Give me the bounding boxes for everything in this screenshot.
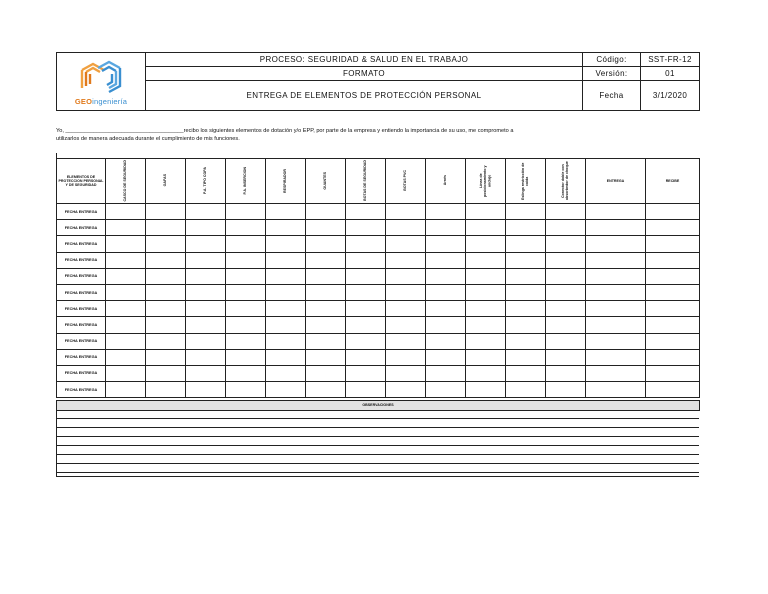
row-label-fecha-entrega: FECHA ENTREGA (57, 365, 106, 381)
observation-line (56, 418, 699, 419)
column-header (506, 159, 546, 204)
entry-cell[interactable] (506, 284, 546, 300)
entry-cell[interactable] (106, 317, 146, 333)
entry-cell[interactable] (506, 317, 546, 333)
observations-area[interactable] (56, 410, 699, 477)
entry-cell[interactable] (646, 365, 700, 381)
table-row (57, 349, 700, 365)
column-header-label: Conector doble con absorbedor de choque (561, 161, 570, 200)
row-label-fecha-entrega: FECHA ENTREGA (57, 349, 106, 365)
entry-cell[interactable] (466, 284, 506, 300)
row-label-fecha-entrega: FECHA ENTREGA (57, 284, 106, 300)
entry-cell[interactable] (546, 349, 586, 365)
entry-cell[interactable] (306, 349, 346, 365)
entry-cell[interactable] (226, 365, 266, 381)
entry-cell[interactable] (306, 204, 346, 220)
entry-cell[interactable] (646, 252, 700, 268)
entry-cell[interactable] (646, 317, 700, 333)
entry-cell[interactable] (466, 252, 506, 268)
column-header (546, 159, 586, 204)
entry-cell[interactable] (346, 268, 386, 284)
entry-cell[interactable] (146, 236, 186, 252)
entry-cell[interactable] (426, 349, 466, 365)
entry-cell[interactable] (146, 349, 186, 365)
entry-cell[interactable] (386, 204, 426, 220)
entry-cell[interactable] (106, 236, 146, 252)
entry-cell[interactable] (146, 382, 186, 398)
entry-cell[interactable] (426, 236, 466, 252)
column-header (586, 159, 646, 204)
entry-cell[interactable] (426, 284, 466, 300)
entry-cell[interactable] (546, 252, 586, 268)
declaration-line-1: Yo, ______________________________________recibo los siguientes elementos de dotación y/o EPP, por parte de la empresa y entiendo la importancia de su uso, me comprometo a (56, 128, 514, 134)
entry-cell[interactable] (466, 236, 506, 252)
entry-cell[interactable] (586, 382, 646, 398)
entry-cell[interactable] (466, 365, 506, 381)
column-header (386, 159, 426, 204)
version-value: 01 (641, 67, 700, 81)
table-row (57, 204, 700, 220)
observation-line (56, 427, 699, 428)
version-label: Versión: (583, 67, 641, 81)
table-body (57, 204, 700, 398)
entry-cell[interactable] (386, 365, 426, 381)
entry-cell[interactable] (586, 333, 646, 349)
column-header-label: P.A. INSERCION (243, 166, 248, 195)
entry-cell[interactable] (386, 349, 426, 365)
entry-cell[interactable] (186, 365, 226, 381)
code-label: Código: (583, 53, 641, 67)
row-label-fecha-entrega: FECHA ENTREGA (57, 382, 106, 398)
table-row (57, 333, 700, 349)
entry-cell[interactable] (346, 365, 386, 381)
entry-cell[interactable] (266, 268, 306, 284)
row-label-fecha-entrega: FECHA ENTREGA (57, 268, 106, 284)
entry-cell[interactable] (346, 382, 386, 398)
entry-cell[interactable] (266, 284, 306, 300)
table-row (57, 220, 700, 236)
entry-cell[interactable] (386, 317, 426, 333)
entry-cell[interactable] (386, 220, 426, 236)
entry-cell[interactable] (546, 365, 586, 381)
entry-cell[interactable] (646, 333, 700, 349)
entry-cell[interactable] (226, 236, 266, 252)
observation-line (56, 445, 699, 446)
entry-cell[interactable] (186, 349, 226, 365)
entry-cell[interactable] (506, 220, 546, 236)
entry-cell[interactable] (586, 204, 646, 220)
entry-cell[interactable] (146, 365, 186, 381)
entry-cell[interactable] (186, 301, 226, 317)
entry-cell[interactable] (186, 317, 226, 333)
entry-cell[interactable] (426, 204, 466, 220)
entry-cell[interactable] (646, 204, 700, 220)
row-label-fecha-entrega: FECHA ENTREGA (57, 317, 106, 333)
table-row (57, 236, 700, 252)
entry-cell[interactable] (426, 220, 466, 236)
entry-cell[interactable] (146, 301, 186, 317)
entry-cell[interactable] (306, 382, 346, 398)
entry-cell[interactable] (306, 365, 346, 381)
entry-cell[interactable] (306, 333, 346, 349)
entry-cell[interactable] (266, 333, 306, 349)
entry-cell[interactable] (506, 252, 546, 268)
entry-cell[interactable] (226, 301, 266, 317)
observation-line (56, 472, 699, 473)
entry-cell[interactable] (226, 268, 266, 284)
observation-line (56, 476, 699, 477)
date-label: Fecha (583, 81, 641, 111)
entry-cell[interactable] (506, 349, 546, 365)
entry-cell[interactable] (226, 349, 266, 365)
entry-cell[interactable] (146, 333, 186, 349)
entry-cell[interactable] (386, 333, 426, 349)
entry-cell[interactable] (306, 252, 346, 268)
entry-cell[interactable] (646, 220, 700, 236)
entry-cell[interactable] (346, 252, 386, 268)
entry-cell[interactable] (466, 204, 506, 220)
entry-cell[interactable] (186, 252, 226, 268)
table-row (57, 382, 700, 398)
column-header (186, 159, 226, 204)
entry-cell[interactable] (186, 268, 226, 284)
entry-cell[interactable] (506, 333, 546, 349)
entry-cell[interactable] (106, 252, 146, 268)
column-header-label: Línea de posicionamiento y anclaje (479, 164, 492, 197)
entry-cell[interactable] (646, 268, 700, 284)
column-header (266, 159, 306, 204)
observation-line (56, 463, 699, 464)
entry-cell[interactable] (546, 382, 586, 398)
column-header-label: RESPIRADOR (283, 168, 288, 193)
entry-cell[interactable] (346, 317, 386, 333)
logo-cube-icon (73, 58, 129, 96)
header-table (56, 52, 700, 111)
entry-cell[interactable] (646, 382, 700, 398)
column-header-label: P.A. TIPO COPA (203, 166, 208, 195)
row-label-fecha-entrega: FECHA ENTREGA (57, 252, 106, 268)
entry-cell[interactable] (106, 204, 146, 220)
entry-cell[interactable] (586, 220, 646, 236)
table-row (57, 317, 700, 333)
entry-cell[interactable] (426, 268, 466, 284)
entry-cell[interactable] (226, 333, 266, 349)
entry-cell[interactable] (386, 252, 426, 268)
row-label-fecha-entrega: FECHA ENTREGA (57, 333, 106, 349)
column-header (146, 159, 186, 204)
column-header-label: RECIBE (665, 179, 680, 183)
entry-cell[interactable] (586, 284, 646, 300)
declaration-line-2: utilizarlos de manera adecuada durante el cumplimiento de mis funciones. (56, 136, 240, 142)
entry-cell[interactable] (106, 268, 146, 284)
entry-cell[interactable] (346, 236, 386, 252)
entry-cell[interactable] (146, 317, 186, 333)
entry-cell[interactable] (466, 333, 506, 349)
observation-line (56, 436, 699, 437)
entry-cell[interactable] (266, 317, 306, 333)
entry-cell[interactable] (386, 236, 426, 252)
entry-cell[interactable] (306, 301, 346, 317)
entry-cell[interactable] (466, 317, 506, 333)
table-row (57, 252, 700, 268)
row-label-fecha-entrega: FECHA ENTREGA (57, 301, 106, 317)
logo-name-part2: ingeniería (92, 96, 128, 106)
entry-cell[interactable] (106, 220, 146, 236)
entry-cell[interactable] (346, 301, 386, 317)
entry-cell[interactable] (546, 301, 586, 317)
entry-cell[interactable] (586, 365, 646, 381)
entry-cell[interactable] (266, 365, 306, 381)
code-value: SST-FR-12 (641, 53, 700, 67)
entry-cell[interactable] (266, 236, 306, 252)
entry-cell[interactable] (646, 236, 700, 252)
row-label-fecha-entrega: FECHA ENTREGA (57, 204, 106, 220)
entry-cell[interactable] (146, 204, 186, 220)
entry-cell[interactable] (586, 268, 646, 284)
entry-cell[interactable] (466, 301, 506, 317)
entry-cell[interactable] (186, 220, 226, 236)
document-type: FORMATO (146, 67, 583, 81)
observations-header: OBSERVACIONES (56, 400, 700, 411)
entry-cell[interactable] (386, 301, 426, 317)
column-header (646, 159, 700, 204)
entry-cell[interactable] (466, 268, 506, 284)
entry-cell[interactable] (546, 236, 586, 252)
entry-cell[interactable] (226, 382, 266, 398)
entry-cell[interactable] (226, 204, 266, 220)
entry-cell[interactable] (426, 317, 466, 333)
entry-cell[interactable] (186, 284, 226, 300)
company-logo (57, 53, 146, 111)
column-header-label: BOTAS PVC (403, 170, 408, 191)
column-header (57, 159, 106, 204)
entry-cell[interactable] (346, 349, 386, 365)
entry-cell[interactable] (346, 284, 386, 300)
entry-cell[interactable] (106, 382, 146, 398)
column-header (466, 159, 506, 204)
entry-cell[interactable] (386, 268, 426, 284)
table-header-row (57, 159, 700, 204)
entry-cell[interactable] (506, 268, 546, 284)
entry-cell[interactable] (146, 220, 186, 236)
entry-cell[interactable] (226, 317, 266, 333)
entry-cell[interactable] (106, 333, 146, 349)
entry-cell[interactable] (226, 252, 266, 268)
entry-cell[interactable] (306, 220, 346, 236)
entry-cell[interactable] (186, 333, 226, 349)
date-value: 3/1/2020 (641, 81, 700, 111)
entry-cell[interactable] (106, 365, 146, 381)
observations-border (56, 410, 57, 477)
column-header (106, 159, 146, 204)
entry-cell[interactable] (586, 236, 646, 252)
entry-cell[interactable] (546, 268, 586, 284)
entry-cell[interactable] (106, 301, 146, 317)
entry-cell[interactable] (266, 204, 306, 220)
entry-cell[interactable] (146, 268, 186, 284)
entry-cell[interactable] (426, 301, 466, 317)
entry-cell[interactable] (266, 220, 306, 236)
entry-cell[interactable] (346, 333, 386, 349)
table-row (57, 365, 700, 381)
entry-cell[interactable] (506, 204, 546, 220)
column-header-label: BOTAS DE SEGURIDAD (363, 160, 368, 201)
entry-cell[interactable] (426, 252, 466, 268)
entry-cell[interactable] (386, 284, 426, 300)
entry-cell[interactable] (146, 284, 186, 300)
entry-cell[interactable] (586, 252, 646, 268)
entry-cell[interactable] (586, 349, 646, 365)
row-label-fecha-entrega: FECHA ENTREGA (57, 220, 106, 236)
table-row (57, 301, 700, 317)
entry-cell[interactable] (586, 301, 646, 317)
entry-cell[interactable] (306, 284, 346, 300)
entry-cell[interactable] (346, 220, 386, 236)
entry-cell[interactable] (226, 220, 266, 236)
entry-cell[interactable] (546, 317, 586, 333)
entry-cell[interactable] (266, 301, 306, 317)
entry-cell[interactable] (646, 349, 700, 365)
entry-cell[interactable] (466, 220, 506, 236)
table-row (57, 284, 700, 300)
entry-cell[interactable] (106, 284, 146, 300)
entry-cell[interactable] (506, 365, 546, 381)
entry-cell[interactable] (186, 382, 226, 398)
column-header (306, 159, 346, 204)
column-header-label: Eslinga restricción de caída (521, 161, 530, 200)
entry-cell[interactable] (546, 204, 586, 220)
column-header (226, 159, 266, 204)
entry-cell[interactable] (266, 252, 306, 268)
entry-cell[interactable] (306, 236, 346, 252)
entry-cell[interactable] (586, 317, 646, 333)
table-row (57, 268, 700, 284)
column-header-label: GAFAS (163, 174, 168, 187)
observation-line (56, 454, 699, 455)
column-header-label: GUANTES (323, 171, 328, 190)
entry-cell[interactable] (506, 382, 546, 398)
entry-cell[interactable] (466, 382, 506, 398)
entry-cell[interactable] (506, 236, 546, 252)
document-title: ENTREGA DE ELEMENTOS DE PROTECCIÓN PERSONAL (146, 81, 583, 111)
entry-cell[interactable] (546, 284, 586, 300)
process-title: PROCESO: SEGURIDAD & SALUD EN EL TRABAJO (146, 53, 583, 67)
entry-cell[interactable] (266, 349, 306, 365)
column-header (346, 159, 386, 204)
entry-cell[interactable] (266, 382, 306, 398)
entry-cell[interactable] (426, 382, 466, 398)
column-header (426, 159, 466, 204)
row-label-fecha-entrega: FECHA ENTREGA (57, 236, 106, 252)
entry-cell[interactable] (186, 204, 226, 220)
entry-cell[interactable] (466, 349, 506, 365)
ppe-delivery-table (56, 158, 700, 398)
entry-cell[interactable] (546, 333, 586, 349)
entry-cell[interactable] (146, 252, 186, 268)
entry-cell[interactable] (106, 349, 146, 365)
column-header-label: ELEMENTOS DE PROTECCION PERSONAL Y DE SEGURIDAD (58, 175, 104, 187)
logo-name-part1: GEO (74, 96, 93, 106)
entry-cell[interactable] (426, 333, 466, 349)
entry-cell[interactable] (386, 382, 426, 398)
declaration-text (56, 127, 699, 143)
entry-cell[interactable] (186, 236, 226, 252)
entry-cell[interactable] (646, 301, 700, 317)
entry-cell[interactable] (546, 220, 586, 236)
entry-cell[interactable] (306, 317, 346, 333)
column-header-label: Arnés (443, 175, 448, 186)
column-header-label: CASCO DE SEGURIDAD (123, 159, 128, 202)
column-header-label: ENTREGA (606, 179, 625, 183)
entry-cell[interactable] (506, 301, 546, 317)
entry-cell[interactable] (226, 284, 266, 300)
entry-cell[interactable] (646, 284, 700, 300)
entry-cell[interactable] (426, 365, 466, 381)
entry-cell[interactable] (346, 204, 386, 220)
entry-cell[interactable] (306, 268, 346, 284)
